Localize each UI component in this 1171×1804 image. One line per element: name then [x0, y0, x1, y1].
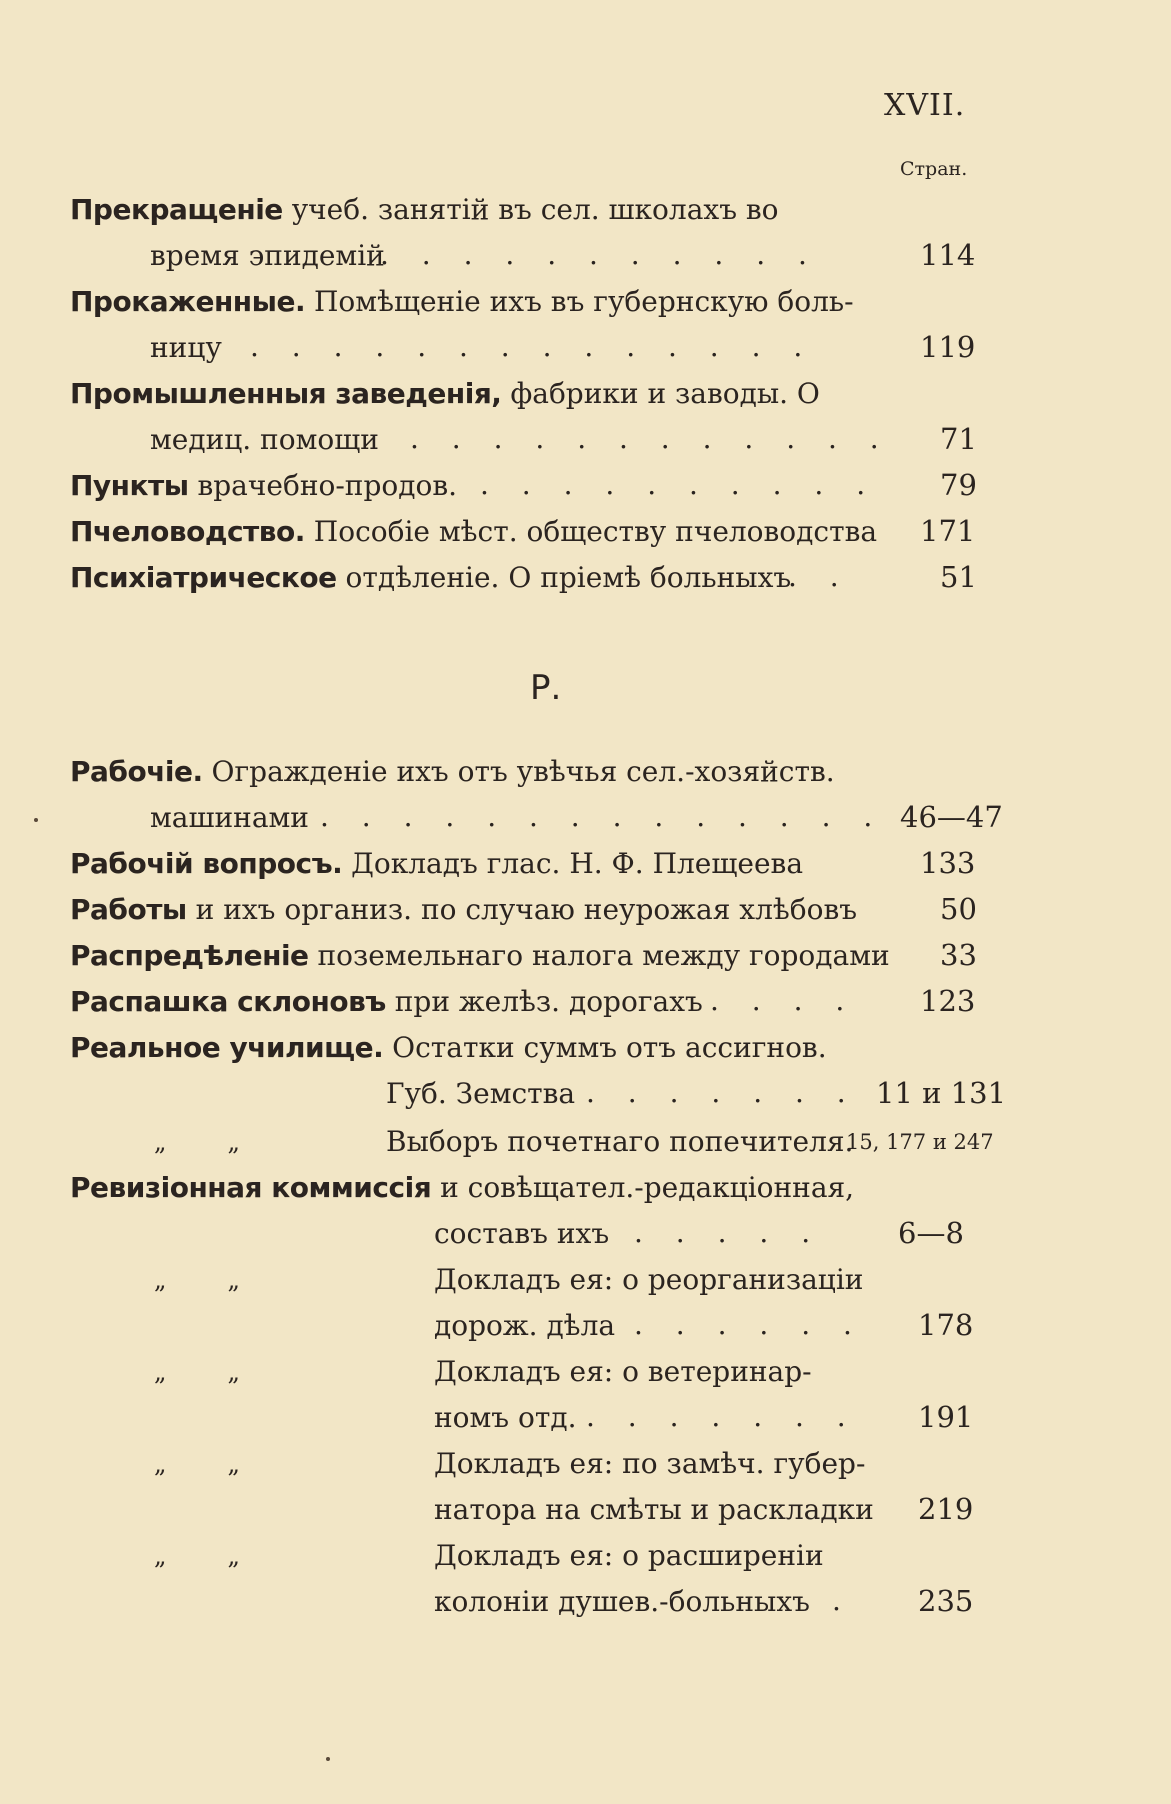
entry-text: Докладъ ея: по замѣч. губер-: [434, 1447, 866, 1480]
leader-dots: . . . . . .: [634, 1308, 864, 1341]
paper-speck: [326, 1757, 330, 1761]
index-entry-continuation: [150, 330, 1171, 370]
entry-text: Пособіе мѣст. обществу пчеловодства: [304, 515, 878, 548]
leader-dots: . . . . . . .: [586, 1076, 858, 1109]
entry-keyword: Психіатрическое: [70, 561, 337, 594]
index-entry-continuation: [434, 1446, 1034, 1486]
entry-page: 114: [920, 238, 976, 272]
page-column-label: Стран.: [900, 158, 968, 180]
index-entry-continuation: [434, 1262, 1034, 1302]
entry-page: 119: [920, 330, 976, 364]
index-entry: [70, 514, 1110, 554]
leader-dots: .: [832, 1584, 853, 1617]
leader-dots: . . . . . . . . . . .: [380, 238, 819, 271]
entry-page: 46—47: [900, 800, 1003, 834]
index-entry-continuation: [434, 1538, 1034, 1578]
index-entry-continuation: [434, 1216, 1034, 1256]
index-entry-continuation: [434, 1400, 1034, 1440]
entry-text: Остатки суммъ отъ ассигнов.: [383, 1031, 827, 1064]
entry-page: 79: [940, 468, 977, 502]
entry-text: Огражденіе ихъ отъ увѣчья сел.-хозяйств.: [202, 755, 835, 788]
index-entry: [70, 1030, 1110, 1070]
entry-text: составъ ихъ: [434, 1217, 610, 1250]
entry-keyword: Ревизіонная коммиссія: [70, 1171, 432, 1204]
index-entry: [70, 984, 1110, 1024]
entry-keyword: Прекращеніе: [70, 193, 283, 226]
entry-keyword: Работы: [70, 893, 187, 926]
leader-dots: . . . . . . . . . .: [480, 468, 878, 501]
entry-page: 171: [920, 514, 976, 548]
leader-dots: . . . . .: [634, 1216, 823, 1249]
entry-page: 50: [940, 892, 977, 926]
index-entry: [70, 192, 1110, 232]
entry-keyword: Распредѣленіе: [70, 939, 309, 972]
index-entry: [70, 284, 1110, 324]
index-entry-continuation: [150, 238, 1171, 278]
entry-text: натора на смѣты и раскладки: [434, 1493, 874, 1526]
entry-page: 235: [918, 1584, 974, 1618]
ditto-mark: „ „: [154, 1266, 240, 1294]
entry-text: Докладъ ея: о реорганизаціи: [434, 1263, 864, 1296]
index-entry-continuation: [386, 1124, 1086, 1164]
entry-text: отдѣленіе. О пріемѣ больныхъ: [336, 561, 792, 594]
section-letter: Р.: [530, 668, 562, 708]
entry-page: 6—8: [898, 1216, 964, 1250]
entry-keyword: Реальное училище.: [70, 1031, 384, 1064]
ditto-mark: „ „: [154, 1542, 240, 1570]
entry-page: 133: [920, 846, 976, 880]
entry-page: 15, 177 и 247: [846, 1130, 994, 1154]
entry-keyword: Пункты: [70, 469, 189, 502]
leader-dots: . . . . . . . . . . . . . .: [250, 330, 815, 363]
entry-page: 219: [918, 1492, 974, 1526]
leader-dots: . . . . . . . . . . . .: [410, 422, 891, 455]
index-entry-continuation: [434, 1492, 1034, 1532]
entry-text: Докладъ ея: о ветеринар-: [434, 1355, 812, 1388]
index-entry: [70, 1170, 1110, 1210]
entry-text: фабрики и заводы. О: [501, 377, 820, 410]
entry-text: и совѣщател.-редакціонная,: [431, 1171, 855, 1204]
entry-page: 123: [920, 984, 976, 1018]
entry-page: 51: [940, 560, 977, 594]
entry-text: Докладъ глас. Н. Ф. Плещеева: [342, 847, 804, 880]
leader-dots: . . . . . . .: [586, 1400, 858, 1433]
leader-dots: . . . .: [710, 984, 857, 1017]
leader-dots: . . . . . . . . . . . . . .: [320, 800, 885, 833]
page-number: XVII.: [884, 88, 966, 123]
entry-text: и ихъ организ. по случаю неурожая хлѣбовъ: [186, 893, 858, 926]
entry-page: 191: [918, 1400, 974, 1434]
entry-keyword: Промышленныя заведенія,: [70, 377, 502, 410]
entry-text: дорож. дѣла: [434, 1309, 616, 1342]
entry-text: колоніи душев.-больныхъ: [434, 1585, 810, 1618]
entry-page: 178: [918, 1308, 974, 1342]
entry-keyword: Распашка склоновъ: [70, 985, 386, 1018]
entry-page: 11 и 131: [876, 1076, 1007, 1110]
paper-speck: [34, 818, 38, 822]
ditto-mark: „ „: [154, 1358, 240, 1386]
entry-text: поземельнаго налога между городами: [308, 939, 890, 972]
ditto-mark: „ „: [154, 1128, 240, 1156]
entry-page: 71: [940, 422, 977, 456]
index-entry: [70, 754, 1110, 794]
index-entry: [70, 938, 1110, 978]
index-entry: [70, 892, 1110, 932]
ditto-mark: „ „: [154, 1450, 240, 1478]
index-entry-continuation: [434, 1584, 1034, 1624]
entry-text: учеб. занятій въ сел. школахъ во: [282, 193, 779, 226]
entry-text: номъ отд.: [434, 1401, 577, 1434]
index-entry-continuation: [150, 422, 1171, 462]
entry-text: Выборъ почетнаго попечителя.: [386, 1125, 854, 1158]
index-entry-continuation: [150, 800, 1171, 840]
entry-text: ницу: [150, 331, 222, 364]
index-entry: [70, 468, 1110, 508]
entry-text: время эпидемій: [150, 239, 385, 272]
entry-text: медиц. помощи: [150, 423, 379, 456]
entry-text: врачебно-продов.: [188, 469, 457, 502]
entry-text: при желѣз. дорогахъ: [385, 985, 703, 1018]
index-entry: [70, 560, 1110, 600]
index-entry-continuation: [386, 1076, 1086, 1116]
entry-keyword: Рабочіе.: [70, 755, 203, 788]
index-entry-continuation: [434, 1354, 1034, 1394]
entry-text: Губ. Земства: [386, 1077, 576, 1110]
entry-keyword: Рабочій вопросъ.: [70, 847, 343, 880]
entry-page: 33: [940, 938, 977, 972]
index-entry: [70, 376, 1110, 416]
entry-text: машинами: [150, 801, 309, 834]
index-entry-continuation: [434, 1308, 1034, 1348]
entry-text: Докладъ ея: о расширеніи: [434, 1539, 824, 1572]
entry-text: Помѣщеніе ихъ въ губернскую боль-: [305, 285, 854, 318]
leader-dots: . .: [788, 560, 851, 593]
index-entry: [70, 846, 1110, 886]
entry-keyword: Прокаженные.: [70, 285, 306, 318]
entry-keyword: Пчеловодство.: [70, 515, 305, 548]
